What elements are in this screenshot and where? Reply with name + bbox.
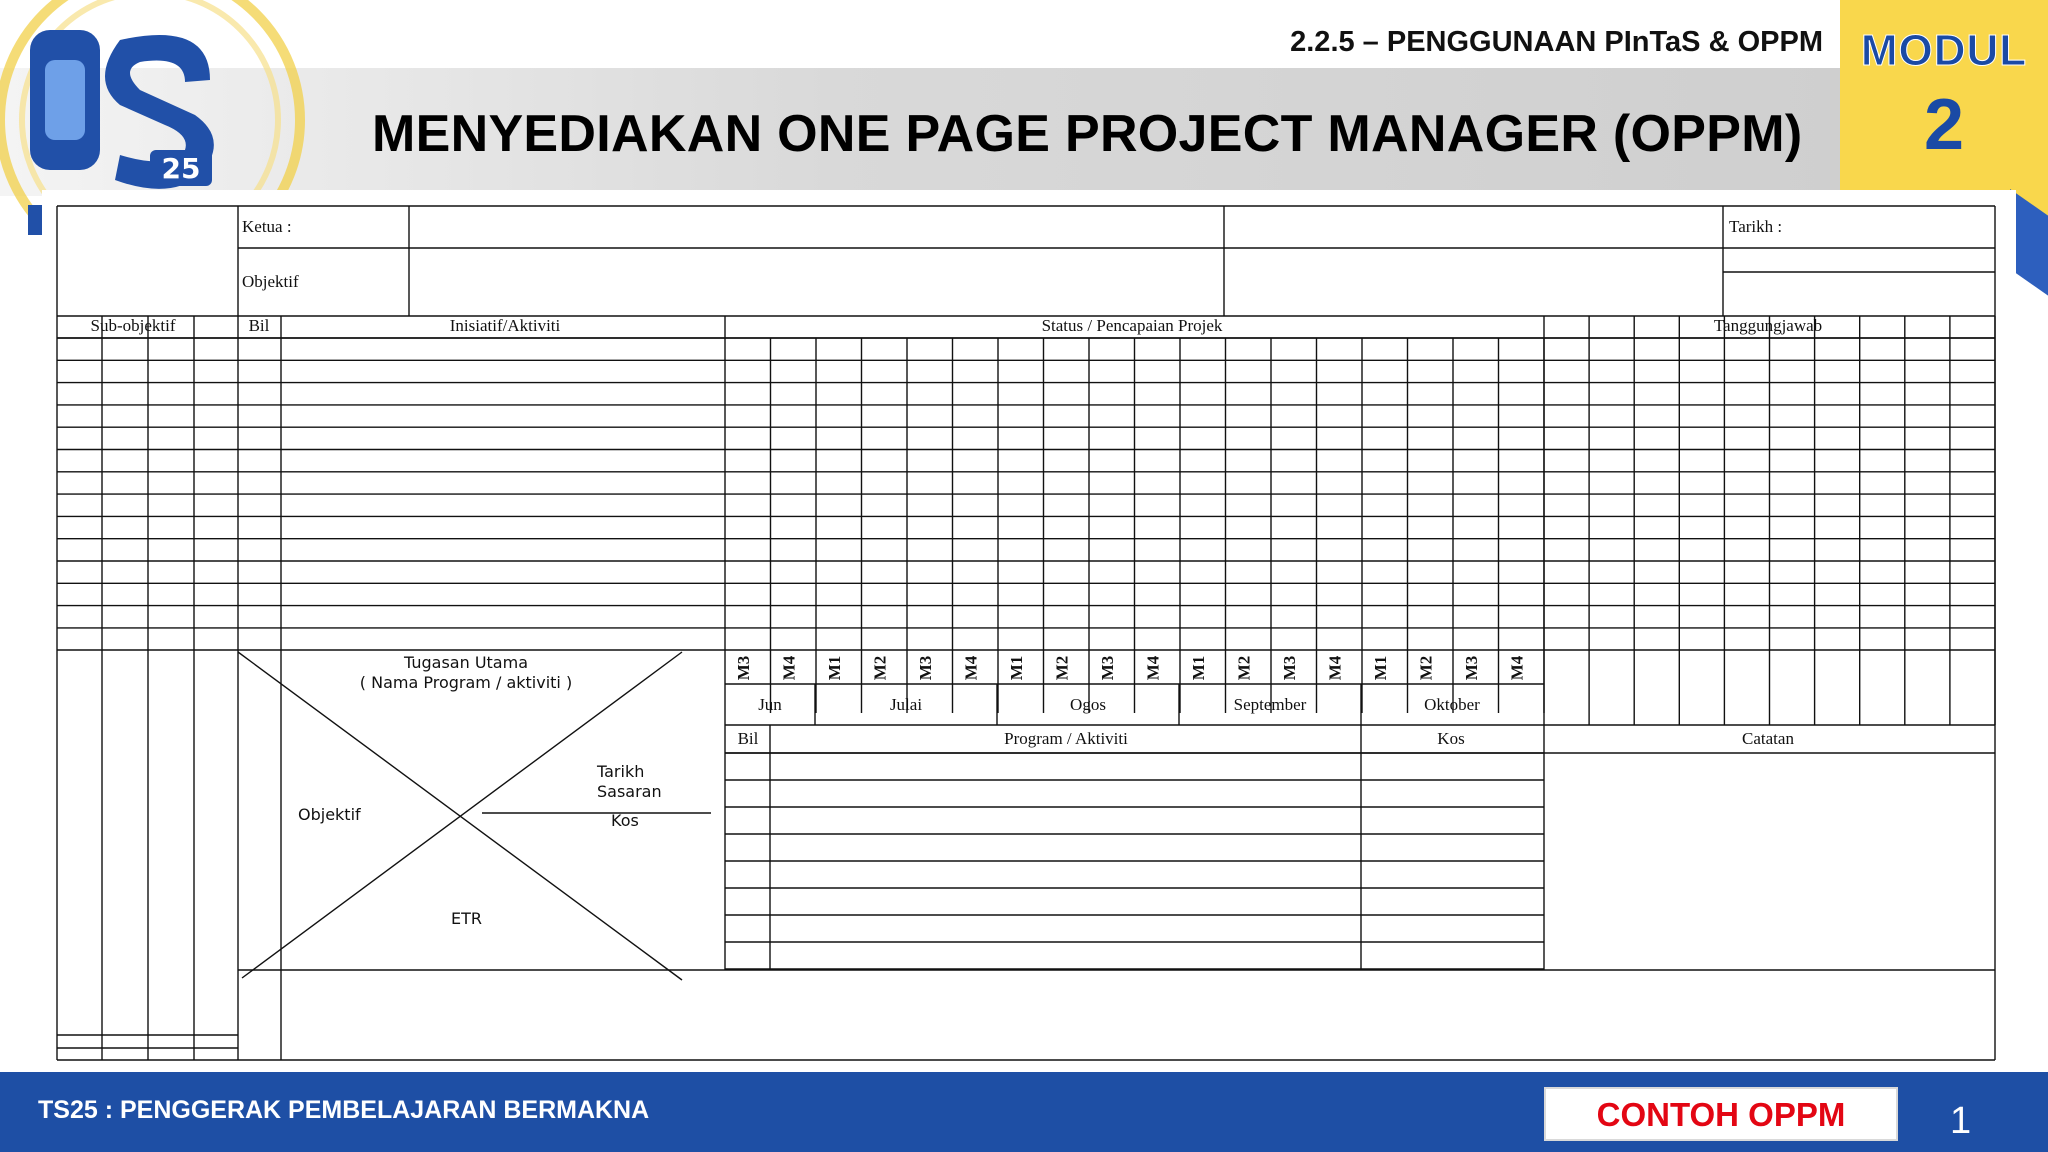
x-tarikh-label: Tarikh: [597, 762, 645, 781]
contoh-oppm-badge: CONTOH OPPM: [1544, 1087, 1898, 1141]
footer-text: TS25 : PENGGERAK PEMBELAJARAN BERMAKNA: [38, 1096, 650, 1124]
week-label: M1: [1371, 655, 1390, 681]
bottom-bil-header: Bil: [737, 729, 759, 748]
tanggungjawab-header: Tanggungjawab: [1713, 316, 1823, 335]
logo-text: 25: [161, 152, 201, 185]
oppm-form: [42, 190, 2016, 1070]
program-aktiviti-header: Program / Aktiviti: [1004, 729, 1128, 748]
week-label: M2: [1234, 655, 1254, 681]
slide-title: MENYEDIAKAN ONE PAGE PROJECT MANAGER (OPPM): [372, 105, 1803, 163]
sub-objektif-header: Sub-objektif: [90, 316, 176, 335]
x-sasaran-label: Sasaran: [597, 782, 662, 801]
kos-header: Kos: [1437, 729, 1465, 748]
week-label: M1: [1189, 655, 1208, 681]
modul-number: 2: [1923, 85, 1965, 165]
bil-header: Bil: [248, 316, 270, 335]
x-etr-label: ETR: [451, 909, 482, 928]
week-label: M3: [1462, 655, 1481, 681]
week-label: M2: [1416, 655, 1436, 681]
week-label: M1: [825, 655, 844, 681]
week-label: M3: [1280, 655, 1299, 681]
month-label: Ogos: [1070, 695, 1106, 714]
slide-subtitle: 2.2.5 – PENGGUNAAN PInTaS & OPPM: [1290, 26, 1823, 58]
week-label: M2: [870, 655, 890, 681]
week-label: M2: [1052, 655, 1072, 681]
week-label: M3: [734, 655, 753, 681]
tarikh-label: Tarikh :: [1729, 217, 1783, 236]
inisiatif-header: Inisiatif/Aktiviti: [449, 316, 561, 335]
objektif-label: Objektif: [242, 272, 299, 291]
tugasan-title: Tugasan Utama: [404, 653, 528, 672]
modul-label: MODUL: [1860, 26, 2028, 75]
month-label: Julai: [889, 695, 923, 714]
status-header: Status / Pencapaian Projek: [1041, 316, 1223, 335]
ketua-label: Ketua :: [242, 217, 292, 236]
oppm-form-grid: [42, 190, 2016, 1070]
footer-bar: [0, 1072, 2048, 1152]
week-label: M4: [1325, 655, 1345, 681]
week-label: M4: [961, 655, 981, 681]
month-label: Oktober: [1424, 695, 1480, 714]
month-label: September: [1233, 695, 1307, 714]
page-number: 1: [1950, 1100, 1972, 1142]
catatan-header: Catatan: [1742, 729, 1794, 748]
month-label: Jun: [758, 695, 782, 714]
tugasan-subtitle: ( Nama Program / aktiviti ): [359, 673, 573, 692]
week-label: M4: [1143, 655, 1163, 681]
week-label: M1: [1007, 655, 1026, 681]
x-objektif-label: Objektif: [298, 805, 361, 824]
week-label: M3: [1098, 655, 1117, 681]
week-label: M4: [1507, 655, 1527, 681]
x-kos-label: Kos: [611, 811, 639, 830]
week-label: M4: [779, 655, 799, 681]
week-label: M3: [916, 655, 935, 681]
